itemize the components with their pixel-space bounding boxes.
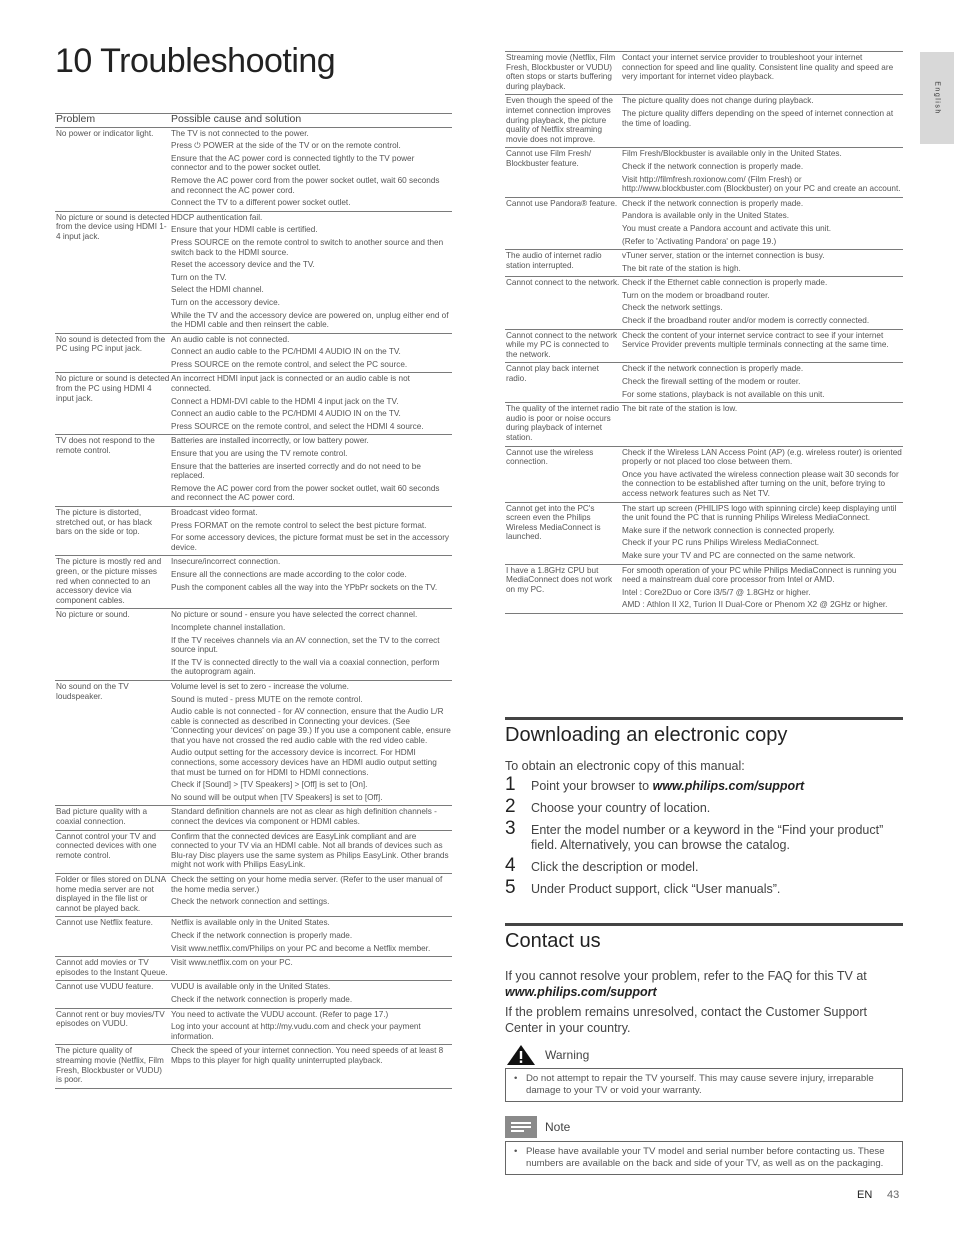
column-header-problem: Problem — [55, 114, 170, 128]
solution-line: Check if the Ethernet cable connection is properly made. — [622, 278, 828, 288]
problem-cell: Cannot use Film Fresh/ Blockbuster feature. — [505, 148, 621, 197]
problem-cell: The audio of internet radio station interrupted. — [505, 250, 621, 277]
solution-line: Batteries are installed incorrectly, or low battery power. — [171, 436, 369, 446]
solution-line: Check the content of your internet service contract to see if your internet Service Provider prevents multiple terminals connecting at the same time. — [622, 330, 889, 350]
solution-line: Make sure your TV and PC are connected on the same network. — [622, 550, 856, 560]
solution-line: You must create a Pandora account and activate this unit. — [622, 223, 832, 233]
solution-line: Film Fresh/Blockbuster is available only in the United States. — [622, 149, 842, 159]
solution-line: Press SOURCE on the remote control to switch to another source and then switch back to the HDMI source. — [171, 237, 444, 257]
solution-line: Connect an audio cable to the PC/HDMI 4 AUDIO IN on the TV. — [171, 409, 401, 419]
solution-cell — [621, 148, 903, 197]
solution-line: Check if the broadband router and/or modem is correctly connected. — [622, 316, 870, 326]
problem-cell: No picture or sound is detected from the PC using HDMI 4 input jack. — [55, 373, 170, 435]
solution-cell — [621, 329, 903, 363]
solution-line: HDCP authentication fail. — [171, 212, 263, 222]
solution-line: Insecure/incorrect connection. — [171, 557, 281, 567]
solution-cell — [621, 197, 903, 249]
problem-cell: Even though the speed of the internet connection improves during playback, the picture quality of Netflix streaming movie does not improve. — [505, 95, 621, 148]
contact-support-link[interactable]: www.philips.com/support — [505, 984, 657, 999]
problem-cell: No power or indicator light. — [55, 127, 170, 211]
solution-line: Audio cable is not connected - for AV connection, ensure that the Audio L/R cable is connected as described in Connecting your devices. (See 'Connecting your devices' on page 39.) If you use a component cable, ensure that you have not crossed the red audio cable with the red video cable. — [171, 707, 451, 745]
problem-cell: The picture is distorted, stretched out, or has black bars on the side or top. — [55, 507, 170, 556]
table-row — [505, 564, 903, 613]
step-number: 1 — [505, 774, 516, 795]
warning-header — [505, 1044, 589, 1066]
solution-line: Turn on the TV. — [171, 272, 227, 282]
solution-cell — [170, 435, 452, 507]
step-text: Enter the model number or a keyword in the “Find your product” field. Alternatively, you can browse the catalog. — [531, 823, 884, 852]
solution-line: Contact your internet service provider to troubleshoot your internet connection for speed and line quality. Consistent line quality and speed are very important for internet video playback. — [622, 53, 894, 82]
solution-cell — [170, 806, 452, 830]
download-section-rule — [505, 717, 903, 720]
table-row — [55, 609, 452, 681]
solution-line: For some accessory devices, the picture format must be set in the accessory device. — [171, 533, 450, 552]
problem-cell: Cannot use the wireless connection. — [505, 446, 621, 502]
solution-line: Ensure all the connections are made according to the color code. — [171, 569, 407, 579]
step-item — [505, 879, 903, 897]
solution-line: You need to activate the VUDU account. (Refer to page 17.) — [171, 1009, 389, 1019]
solution-cell — [170, 333, 452, 373]
table-row — [505, 197, 903, 249]
solution-line: An incorrect HDMI input jack is connected or an audio cable is not connected. — [171, 374, 410, 394]
step-text: Choose your country of location. — [531, 801, 711, 815]
solution-line: Once you have activated the wireless connection please wait 30 seconds for the connection to be established after turning on the unit, before trying to access network features such as Net TV. — [622, 469, 899, 498]
solution-cell — [170, 917, 452, 957]
table-row — [55, 917, 452, 957]
solution-line: Select the HDMI channel. — [171, 285, 264, 295]
solution-line: The picture quality differs depending on the speed of internet connection at the time of loading. — [622, 108, 894, 128]
solution-cell — [621, 446, 903, 502]
solution-line: The bit rate of the station is low. — [622, 404, 738, 414]
solution-cell — [170, 680, 452, 806]
solution-line: Check if the network connection is properly made. — [171, 930, 353, 940]
step-item — [505, 820, 903, 853]
language-tab-label: English — [933, 81, 941, 115]
solution-cell — [170, 1008, 452, 1045]
solution-line: Turn on the modem or broadband router. — [622, 290, 770, 300]
table-row — [55, 680, 452, 806]
problem-cell: Streaming movie (Netflix, Film Fresh, Blockbuster or VUDU) often stops or starts buffering during playback. — [505, 52, 621, 95]
table-row — [505, 95, 903, 148]
table-row — [55, 556, 452, 609]
step-text-part: Point your browser to — [531, 779, 653, 793]
solution-cell — [621, 502, 903, 564]
page-title: 10 Troubleshooting — [55, 42, 336, 80]
solution-line: Netflix is available only in the United States. — [171, 918, 330, 928]
table-row — [505, 403, 903, 446]
problem-cell: Cannot use VUDU feature. — [55, 981, 170, 1008]
warning-icon — [505, 1044, 537, 1066]
table-row — [505, 250, 903, 277]
solution-line: The picture quality does not change during playback. — [622, 96, 814, 106]
table-row — [55, 127, 452, 211]
solution-line: Check if the Wireless LAN Access Point (AP) (e.g. wireless router) is oriented properly or not placed too close between them. — [622, 447, 902, 467]
step-text: Under Product support, click “User manuals”. — [531, 882, 781, 896]
solution-line: Push the component cables all the way into the YPbPr sockets on the TV. — [171, 582, 438, 592]
table-row — [55, 1008, 452, 1045]
solution-cell — [170, 981, 452, 1008]
table-row — [505, 277, 903, 329]
solution-line: (Refer to 'Activating Pandora' on page 19.) — [622, 236, 777, 246]
table-row — [55, 981, 452, 1008]
solution-line: While the TV and the accessory device are powered on, unplug either end of the HDMI cable and then reinsert the cable. — [171, 310, 449, 330]
note-icon — [505, 1116, 537, 1138]
contact-section-rule — [505, 923, 903, 926]
problem-cell: No picture or sound. — [55, 609, 170, 681]
table-row — [55, 507, 452, 556]
solution-line: Incomplete channel installation. — [171, 622, 286, 632]
solution-line: Press FORMAT on the remote control to select the best picture format. — [171, 520, 427, 530]
table-row — [505, 363, 903, 403]
table-row — [55, 373, 452, 435]
table-row — [55, 806, 452, 830]
problem-cell: Cannot control your TV and connected devices with one remote control. — [55, 830, 170, 873]
solution-cell — [621, 403, 903, 446]
table-row — [55, 1045, 452, 1088]
step-number: 5 — [505, 877, 516, 898]
contact-section-title: Contact us — [505, 930, 601, 952]
solution-cell — [170, 1045, 452, 1088]
solution-line: The TV is not connected to the power. — [171, 128, 309, 138]
step-number: 2 — [505, 796, 516, 817]
step-number: 3 — [505, 818, 516, 839]
solution-line: Visit www.netflix.com on your PC. — [171, 958, 293, 968]
problem-cell: Folder or files stored on DLNA home media server are not displayed in the file list or cannot be played back. — [55, 874, 170, 917]
problem-cell: The picture quality of streaming movie (Netflix, Film Fresh, Blockbuster or VUDU) is poor. — [55, 1045, 170, 1088]
problem-cell: The quality of the internet radio audio is poor or noise occurs during playback of internet station. — [505, 403, 621, 446]
problem-cell: The picture is mostly red and green, or the picture misses red when connected to an accessory device via component cables. — [55, 556, 170, 609]
note-label: Note — [545, 1120, 571, 1134]
table-row — [505, 148, 903, 197]
solution-line: Volume level is set to zero - increase the volume. — [171, 681, 349, 691]
download-steps — [505, 776, 903, 901]
solution-line: Log into your account at http://my.vudu.com and check your payment information. — [171, 1022, 421, 1041]
solution-line: Check if the network connection is properly made. — [622, 364, 804, 374]
solution-cell — [170, 507, 452, 556]
step-item — [505, 798, 903, 816]
solution-line: Check the setting on your home media server. (Refer to the user manual of the home media server.) — [171, 875, 443, 894]
solution-line: If the TV is connected directly to the wall via a coaxial connection, perform the autoprogram again. — [171, 657, 440, 677]
problem-cell: No sound on the TV loudspeaker. — [55, 680, 170, 806]
solution-line: Turn on the accessory device. — [171, 297, 280, 307]
problem-cell: TV does not respond to the remote control. — [55, 435, 170, 507]
language-tab — [920, 52, 954, 144]
page-number: 43 — [887, 1189, 900, 1201]
step-item — [505, 776, 903, 794]
solution-line: Check if the network connection is properly made. — [171, 994, 353, 1004]
download-intro: To obtain an electronic copy of this manual: — [505, 759, 745, 773]
solution-line: Remove the AC power cord from the power socket outlet, wait 60 seconds and reconnect the AC power cord. — [171, 483, 440, 503]
solution-line: Press SOURCE on the remote control, and select the HDMI 4 source. — [171, 421, 424, 431]
solution-line: No sound will be output when [TV Speakers] is set to [Off]. — [171, 792, 383, 802]
warning-bullet: • Do not attempt to repair the TV yourself. This may cause severe injury, irreparable damage to your TV or void your warranty. — [514, 1073, 894, 1097]
solution-cell — [621, 52, 903, 95]
solution-line: Standard definition channels are not as clear as high definition channels - connect the devices via component or HDMI cables. — [171, 807, 437, 827]
solution-cell — [621, 277, 903, 329]
solution-line: Ensure that the AC power cord is connected tightly to the TV power connector and to the power socket outlet. — [171, 153, 415, 173]
solution-cell — [621, 95, 903, 148]
solution-line: Ensure that you are using the TV remote control. — [171, 449, 348, 459]
solution-cell — [170, 373, 452, 435]
solution-cell — [170, 127, 452, 211]
footer-language: EN — [857, 1189, 873, 1201]
table-row — [55, 957, 452, 981]
solution-line: Sound is muted - press MUTE on the remote control. — [171, 694, 363, 704]
column-header-solution: Possible cause and solution — [170, 114, 452, 128]
solution-line: Check the speed of your internet connection. You need speeds of at least 8 Mbps to this player for high quality uninterrupted playback. — [171, 1046, 444, 1065]
table-row — [505, 52, 903, 95]
solution-cell — [621, 363, 903, 403]
problem-cell: Cannot connect to the network while my PC is connected to the network. — [505, 329, 621, 363]
problem-cell: Cannot rent or buy movies/TV episodes on VUDU. — [55, 1008, 170, 1045]
solution-line: Ensure that your HDMI cable is certified. — [171, 225, 318, 235]
solution-line: Check if your PC runs Philips Wireless MediaConnect. — [622, 538, 820, 548]
solution-line: For smooth operation of your PC while Philips MediaConnect is running you need a mainstream dual core processor from Intel or AMD. — [622, 565, 897, 585]
problem-cell: Cannot use Pandora® feature. — [505, 197, 621, 249]
solution-line: An audio cable is not connected. — [171, 334, 290, 344]
troubleshooting-table-left — [55, 113, 452, 1089]
solution-line: Press ⏻ POWER at the side of the TV or on the remote control. — [171, 141, 401, 151]
solution-line: The start up screen (PHILIPS logo with spinning circle) keep displaying until the unit found the PC that is running Philips Wireless MediaConnect. — [622, 503, 897, 523]
solution-cell — [170, 556, 452, 609]
solution-line: Check if the network connection is properly made. — [622, 198, 804, 208]
warning-box — [505, 1068, 903, 1102]
note-box — [505, 1141, 903, 1175]
step-text — [531, 776, 804, 794]
solution-line: VUDU is available only in the United States. — [171, 982, 331, 992]
solution-cell — [621, 564, 903, 613]
table-row — [55, 830, 452, 873]
table-row — [55, 333, 452, 373]
solution-line: Ensure that the batteries are inserted correctly and do not need to be replaced. — [171, 461, 421, 481]
problem-cell: Cannot connect to the network. — [505, 277, 621, 329]
problem-cell: Cannot play back internet radio. — [505, 363, 621, 403]
contact-paragraph-2: If the problem remains unresolved, contact the Customer Support Center in your country. — [505, 1005, 867, 1035]
solution-line: Connect the TV to a different power socket outlet. — [171, 198, 351, 208]
solution-line: Broadcast video format. — [171, 508, 258, 517]
solution-line: Remove the AC power cord from the power socket outlet, wait 60 seconds and reconnect the AC power cord. — [171, 175, 440, 195]
solution-line: Visit www.netflix.com/Philips on your PC and become a Netflix member. — [171, 943, 431, 953]
solution-line: Connect an audio cable to the PC/HDMI 4 AUDIO IN on the TV. — [171, 347, 401, 357]
contact-paragraph-1 — [505, 969, 903, 1000]
solution-line: The bit rate of the station is high. — [622, 263, 741, 273]
step-item — [505, 857, 903, 875]
note-text: Please have available your TV model and serial number before contacting us. These numbers are available on the back and side of your TV, as well as on the packaging. — [526, 1146, 885, 1169]
problem-cell: Cannot add movies or TV episodes to the Instant Queue. — [55, 957, 170, 981]
step-text: Click the description or model. — [531, 860, 699, 874]
solution-cell — [170, 211, 452, 333]
note-bullet: • Please have available your TV model and serial number before contacting us. These numbers are available on the back and side of your TV, as well as on the packaging. — [514, 1146, 894, 1170]
contact-text: If you cannot resolve your problem, refer to the FAQ for this TV at — [505, 969, 867, 983]
solution-line: No picture or sound - ensure you have selected the correct channel. — [171, 610, 418, 620]
solution-line: For some stations, playback is not available on this unit. — [622, 389, 825, 399]
solution-line: Pandora is available only in the United States. — [622, 211, 790, 221]
solution-line: Check if the network connection is properly made. — [622, 161, 804, 171]
solution-line: AMD : Athlon II X2, Turion II Dual-Core or Phenom X2 @ 2GHz or higher. — [622, 600, 888, 610]
solution-line: Confirm that the connected devices are EasyLink compliant and are connected to your TV via an HDMI cable. Not all brands of devices such as Blu-ray Disc players use the same system as Philips EasyLink. Other brands might not work with Philips EasyLink. — [171, 831, 449, 870]
problem-cell: Cannot use Netflix feature. — [55, 917, 170, 957]
solution-cell — [170, 874, 452, 917]
table-row — [55, 874, 452, 917]
troubleshooting-table-right — [505, 51, 903, 614]
step-number: 4 — [505, 855, 516, 876]
solution-line: Check the network connection and settings. — [171, 897, 330, 907]
solution-line: vTuner server, station or the internet connection is busy. — [622, 251, 825, 261]
solution-line: Check the firewall setting of the modem or router. — [622, 377, 801, 387]
problem-cell: No picture or sound is detected from the device using HDMI 1-4 input jack. — [55, 211, 170, 333]
solution-cell — [170, 609, 452, 681]
problem-cell: I have a 1.8GHz CPU but MediaConnect does not work on my PC. — [505, 564, 621, 613]
solution-cell — [170, 957, 452, 981]
warning-text: Do not attempt to repair the TV yourself. This may cause severe injury, irreparable damage to your TV or void your warranty. — [526, 1073, 874, 1096]
solution-line: If the TV receives channels via an AV connection, set the TV to the correct source input. — [171, 635, 440, 655]
solution-line: Press SOURCE on the remote control, and select the PC source. — [171, 359, 408, 369]
note-header — [505, 1116, 570, 1138]
solution-line: Visit http://filmfresh.roxionow.com/ (Film Fresh) or http://www.blockbuster.com (Blockbuster) on your PC and create an account. — [622, 174, 901, 194]
solution-line: Check the network settings. — [622, 303, 723, 313]
download-section-title: Downloading an electronic copy — [505, 724, 788, 746]
solution-line: Check if [Sound] > [TV Speakers] > [Off] is set to [On]. — [171, 780, 368, 790]
problem-cell: No sound is detected from the PC using PC input jack. — [55, 333, 170, 373]
support-link[interactable]: www.philips.com/support — [652, 779, 805, 793]
table-row — [55, 211, 452, 333]
problem-cell: Bad picture quality with a coaxial connection. — [55, 806, 170, 830]
solution-line: Make sure if the network connection is connected properly. — [622, 525, 835, 535]
table-header-row — [55, 114, 452, 128]
solution-line: Reset the accessory device and the TV. — [171, 260, 315, 270]
solution-line: Audio output setting for the accessory device is incorrect. For HDMI connections, some accessory devices have an HDMI audio output setting that must be turned on for HDMI to HDMI connections. — [171, 748, 437, 777]
solution-cell — [621, 250, 903, 277]
table-row — [505, 329, 903, 363]
solution-cell — [170, 830, 452, 873]
problem-cell: Cannot get into the PC's screen even the Philips Wireless MediaConnect is launched. — [505, 502, 621, 564]
table-row — [505, 446, 903, 502]
table-row — [505, 502, 903, 564]
solution-line: Connect a HDMI-DVI cable to the HDMI 4 input jack on the TV. — [171, 396, 399, 406]
warning-label: Warning — [545, 1048, 590, 1062]
solution-line: Intel : Core2Duo or Core i3/5/7 @ 1.8GHz or higher. — [622, 587, 811, 597]
table-row — [55, 435, 452, 507]
